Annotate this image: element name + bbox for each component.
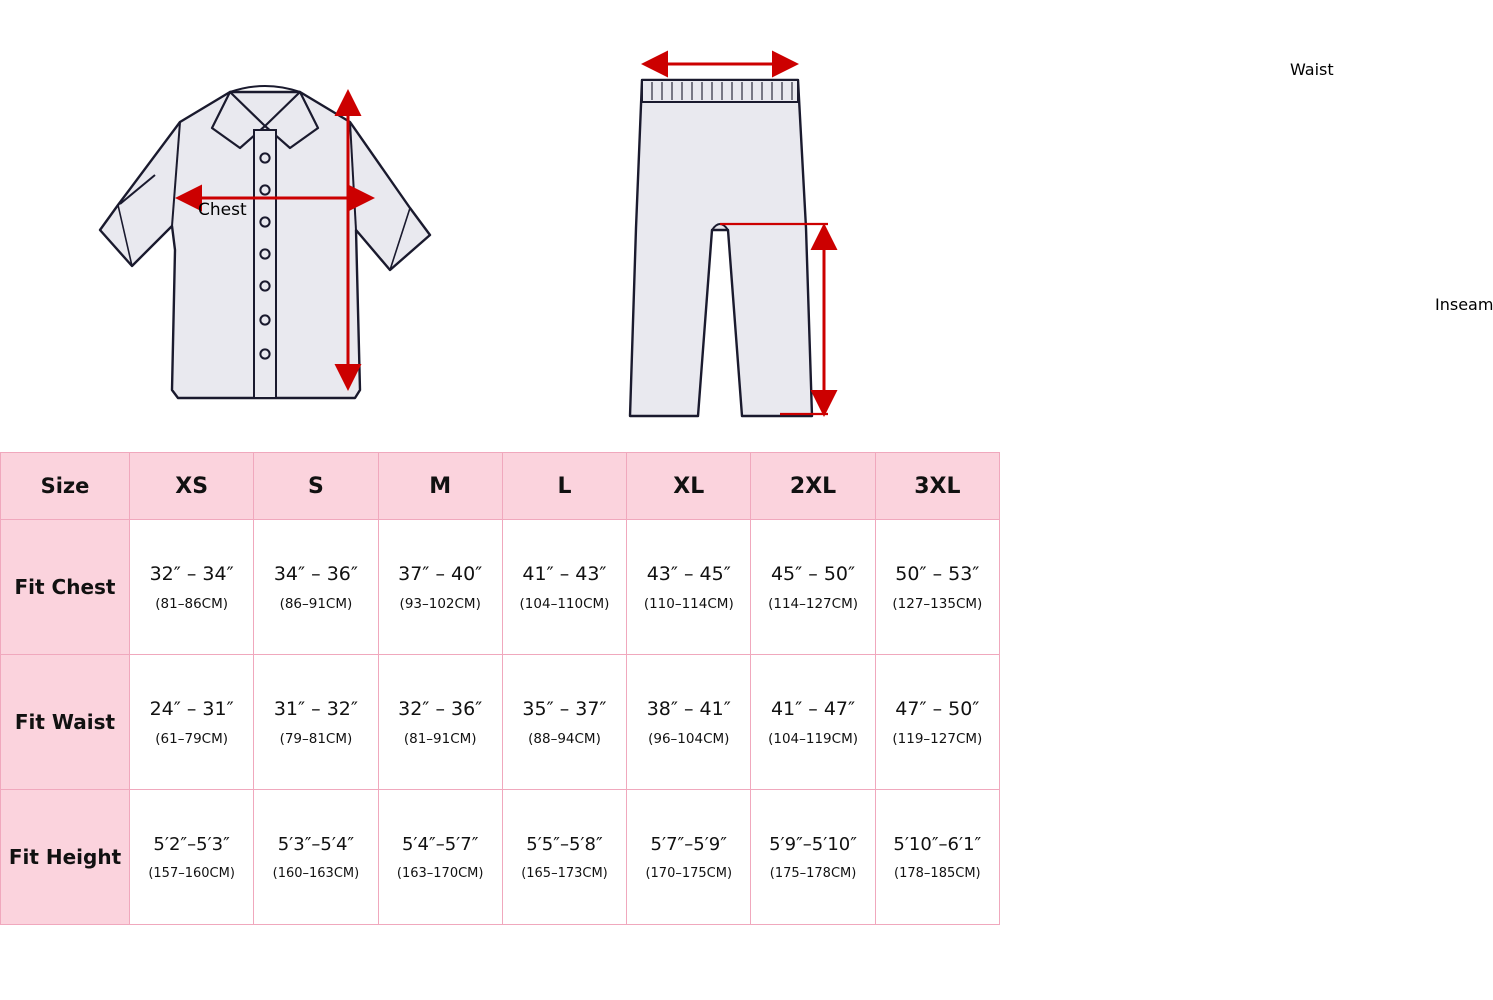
size-table xyxy=(0,452,1000,925)
cell-waist-s xyxy=(254,655,378,790)
cell-height-xs xyxy=(130,790,254,925)
cell-value-inch: 34″ – 36″ xyxy=(273,562,358,585)
cell-height-xl xyxy=(627,790,751,925)
cell-waist-xl xyxy=(627,655,751,790)
cell-value-cm: (81–91CM) xyxy=(403,731,477,748)
row-label-fit-height: Fit Height xyxy=(1,790,130,925)
cell-value-cm: (163–170CM) xyxy=(396,865,484,881)
cell-value-cm: (119–127CM) xyxy=(892,731,983,748)
cell-value-inch: 41″ – 47″ xyxy=(770,697,856,720)
cell-chest-3xl xyxy=(875,520,999,655)
table-row-fit-height xyxy=(1,790,1000,925)
cell-value-cm: (110–114CM) xyxy=(643,596,734,613)
illustration-area xyxy=(0,0,1493,452)
pants-illustration xyxy=(600,18,1493,448)
cell-value-inch: 32″ – 34″ xyxy=(149,562,234,585)
cell-height-3xl xyxy=(875,790,999,925)
cell-chest-2xl xyxy=(751,520,875,655)
cell-value-inch: 32″ – 36″ xyxy=(398,697,483,720)
cell-value-inch: 50″ – 53″ xyxy=(895,562,980,585)
table-row-fit-chest xyxy=(1,520,1000,655)
cell-chest-m xyxy=(378,520,502,655)
header-cell-m: M xyxy=(378,453,502,520)
cell-chest-l xyxy=(502,520,626,655)
cell-waist-2xl xyxy=(751,655,875,790)
row-label-fit-waist: Fit Waist xyxy=(1,655,130,790)
cell-value-inch: 5′2″–5′3″ xyxy=(153,833,230,855)
cell-value-cm: (114–127CM) xyxy=(768,596,858,613)
chest-measure-label: Chest xyxy=(198,200,247,220)
cell-value-cm: (175–178CM) xyxy=(769,865,857,881)
cell-height-s xyxy=(254,790,378,925)
cell-waist-m xyxy=(378,655,502,790)
header-cell-l: L xyxy=(502,453,626,520)
cell-value-inch: 5′10″–6′1″ xyxy=(893,833,982,855)
cell-value-inch: 41″ – 43″ xyxy=(522,562,607,585)
cell-height-2xl xyxy=(751,790,875,925)
cell-height-m xyxy=(378,790,502,925)
cell-value-cm: (81–86CM) xyxy=(155,596,228,613)
cell-value-cm: (160–163CM) xyxy=(272,865,360,881)
table-row-fit-waist xyxy=(1,655,1000,790)
size-table-head xyxy=(1,453,1000,520)
row-label-fit-chest: Fit Chest xyxy=(1,520,130,655)
header-cell-xl: XL xyxy=(627,453,751,520)
cell-value-inch: 43″ – 45″ xyxy=(646,562,731,585)
cell-value-cm: (96–104CM) xyxy=(648,731,730,748)
cell-value-inch: 5′5″–5′8″ xyxy=(526,833,603,855)
cell-value-cm: (165–173CM) xyxy=(521,865,608,881)
cell-value-inch: 24″ – 31″ xyxy=(149,697,234,720)
cell-waist-l xyxy=(502,655,626,790)
cell-value-inch: 35″ – 37″ xyxy=(522,697,607,720)
header-cell-s: S xyxy=(254,453,378,520)
cell-chest-xl xyxy=(627,520,751,655)
cell-value-cm: (88–94CM) xyxy=(528,731,601,748)
cell-value-inch: 45″ – 50″ xyxy=(770,562,856,585)
cell-value-cm: (93–102CM) xyxy=(399,596,481,613)
cell-chest-xs xyxy=(130,520,254,655)
cell-value-cm: (178–185CM) xyxy=(894,865,981,881)
cell-waist-3xl xyxy=(875,655,999,790)
cell-value-cm: (79–81CM) xyxy=(279,731,353,748)
inseam-measure-label: Inseam xyxy=(1435,295,1493,314)
cell-value-inch: 37″ – 40″ xyxy=(398,562,483,585)
shirt-illustration xyxy=(60,30,500,440)
cell-value-cm: (104–110CM) xyxy=(519,596,610,613)
header-cell-2xl: 2XL xyxy=(751,453,875,520)
cell-value-cm: (104–119CM) xyxy=(768,731,858,748)
header-cell-size: Size xyxy=(1,453,130,520)
waist-measure-label: Waist xyxy=(1290,60,1334,79)
cell-value-inch: 5′4″–5′7″ xyxy=(401,833,479,855)
cell-value-inch: 5′9″–5′10″ xyxy=(769,833,857,855)
cell-value-cm: (157–160CM) xyxy=(148,865,235,881)
cell-chest-s xyxy=(254,520,378,655)
cell-value-inch: 47″ – 50″ xyxy=(895,697,980,720)
header-cell-3xl: 3XL xyxy=(875,453,999,520)
table-header-row xyxy=(1,453,1000,520)
cell-value-cm: (127–135CM) xyxy=(892,596,983,613)
size-table-body xyxy=(1,520,1000,925)
cell-value-inch: 38″ – 41″ xyxy=(646,697,731,720)
cell-waist-xs xyxy=(130,655,254,790)
cell-value-cm: (61–79CM) xyxy=(155,731,228,748)
cell-value-inch: 5′3″–5′4″ xyxy=(277,833,355,855)
cell-value-cm: (86–91CM) xyxy=(279,596,353,613)
cell-value-cm: (170–175CM) xyxy=(645,865,733,881)
header-cell-xs: XS xyxy=(130,453,254,520)
cell-value-inch: 5′7″–5′9″ xyxy=(650,833,727,855)
cell-value-inch: 31″ – 32″ xyxy=(273,697,358,720)
cell-height-l xyxy=(502,790,626,925)
